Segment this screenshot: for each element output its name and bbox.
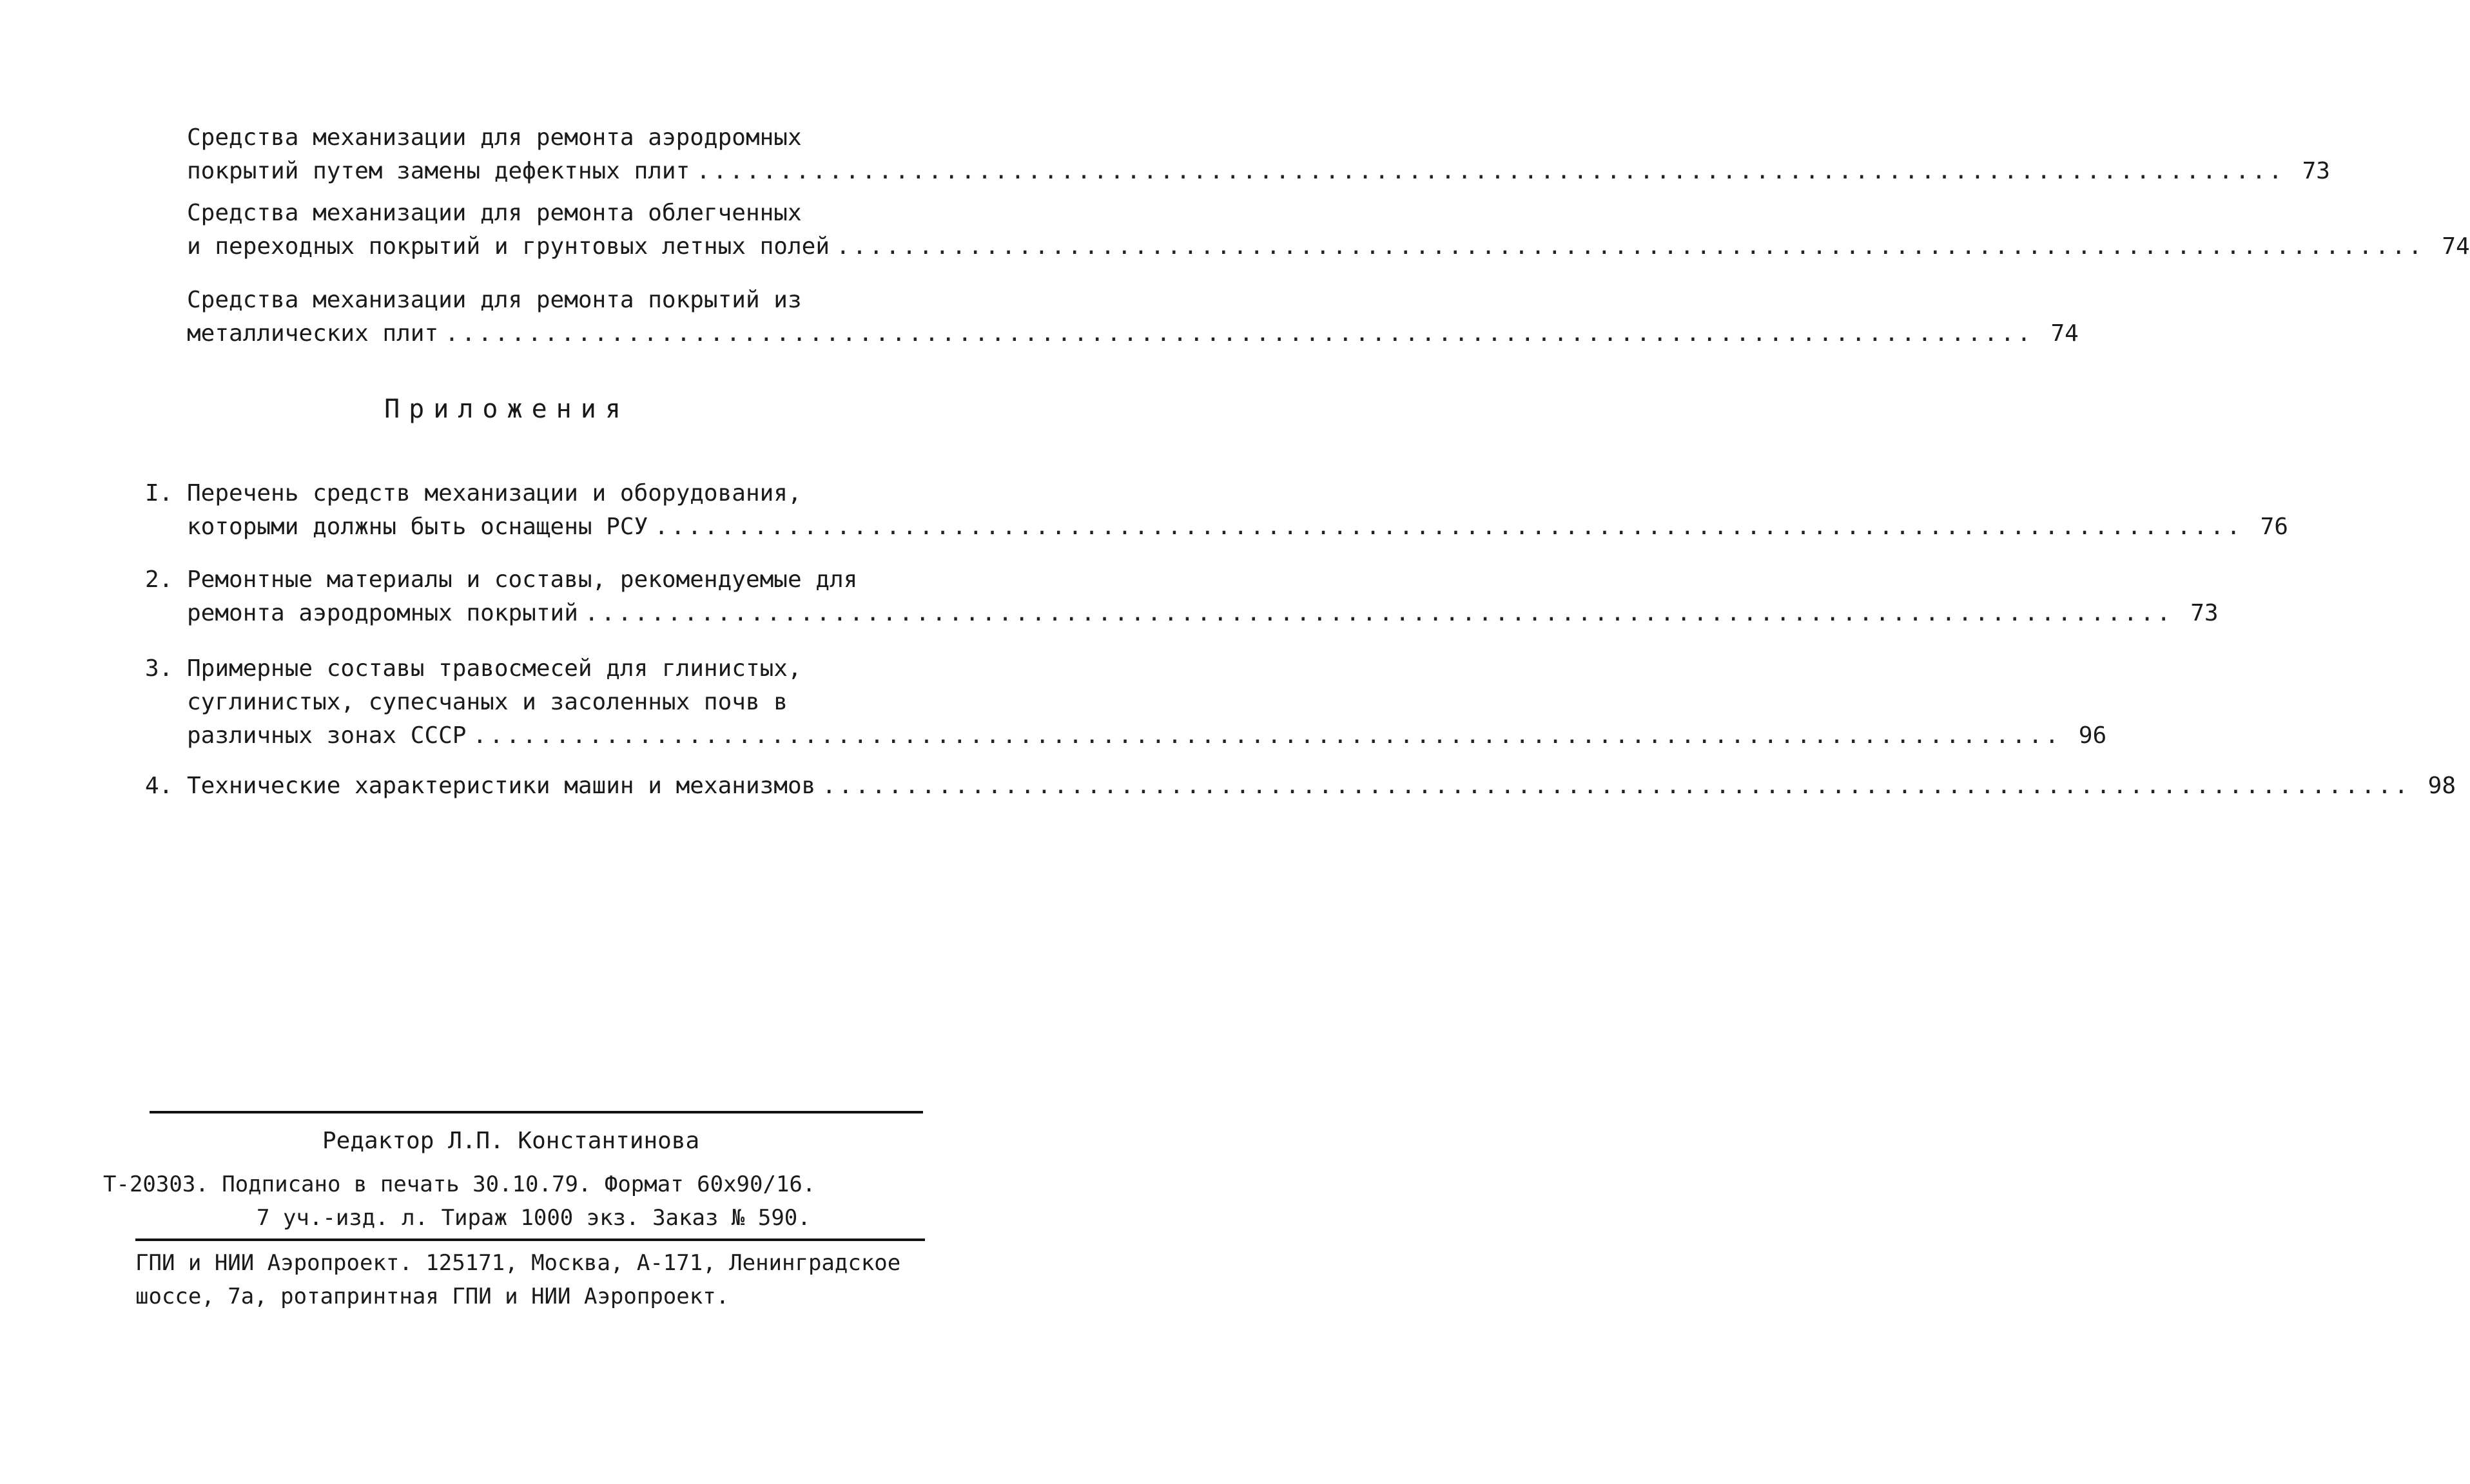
dot-leader: ................................................................................................ <box>472 722 2062 749</box>
page-number: 73 <box>2190 600 2219 626</box>
appendix-entry <box>145 477 2288 544</box>
appendix-number: 2. <box>145 566 173 593</box>
toc-entry <box>187 121 2330 188</box>
appendix-entry <box>145 563 2219 630</box>
publisher-line-2: шоссе, 7а, ротапринтная ГПИ и НИИ Аэропроект. <box>135 1284 730 1309</box>
appendix-line: Технические характеристики машин и механизмов <box>187 773 816 799</box>
appendix-entry <box>145 652 2107 753</box>
page-number: 96 <box>2078 722 2107 749</box>
toc-entry-line: Средства механизации для ремонта покрытий из <box>187 287 802 313</box>
toc-entry-line: металлических плит <box>187 320 439 347</box>
imprint-editor: Редактор Л.П. Константинова <box>322 1128 700 1154</box>
appendix-number: 4. <box>145 773 173 799</box>
toc-entry <box>187 197 2470 264</box>
appendix-number: 3. <box>145 655 173 682</box>
page-number: 98 <box>2427 773 2456 799</box>
appendix-number: I. <box>145 480 173 506</box>
dot-leader: ................................................................................................ <box>445 320 2034 347</box>
publisher-line-1: ГПИ и НИИ Аэропроект. 125171, Москва, А-171, Ленинградское <box>135 1250 901 1276</box>
dot-leader: ................................................................................................ <box>654 514 2243 540</box>
toc-entry-line: Средства механизации для ремонта облегченных <box>187 200 802 226</box>
toc-entry-line: покрытий путем замены дефектных плит <box>187 158 690 184</box>
appendix-entry <box>145 769 2456 803</box>
page-number: 74 <box>2442 233 2470 260</box>
dot-leader: ................................................................................................ <box>584 600 2173 626</box>
appendix-line: суглинистых, супесчаных и засоленных почв в <box>187 689 788 715</box>
appendix-line: ремонта аэродромных покрытий <box>187 600 578 626</box>
imprint-line-1: Т-20303. Подписано в печать 30.10.79. Формат 60х90/16. <box>103 1171 816 1197</box>
appendix-line: Перечень средств механизации и оборудования, <box>187 480 802 506</box>
dot-leader: ................................................................................................ <box>836 233 2425 260</box>
appendix-line: которыми должны быть оснащены РСУ <box>187 514 648 540</box>
toc-entry <box>187 284 2079 351</box>
toc-entry-line: и переходных покрытий и грунтовых летных полей <box>187 233 830 260</box>
toc-entry-line: Средства механизации для ремонта аэродромных <box>187 124 802 151</box>
page-number: 76 <box>2260 514 2288 540</box>
appendix-line: Примерные составы травосмесей для глинистых, <box>187 655 802 682</box>
dot-leader: ................................................................................................ <box>822 773 2411 799</box>
appendix-line: различных зонах СССР <box>187 722 467 749</box>
imprint-line-2: 7 уч.-изд. л. Тираж 1000 экз. Заказ № 590. <box>257 1205 811 1231</box>
page-number: 73 <box>2302 158 2330 184</box>
dot-leader: ................................................................................................ <box>696 158 2285 184</box>
imprint-top-rule <box>150 1111 923 1113</box>
page-number: 74 <box>2050 320 2079 347</box>
imprint-bottom-rule <box>135 1238 925 1241</box>
appendix-line: Ремонтные материалы и составы, рекомендуемые для <box>187 566 858 593</box>
appendix-heading: Приложения <box>384 394 630 424</box>
